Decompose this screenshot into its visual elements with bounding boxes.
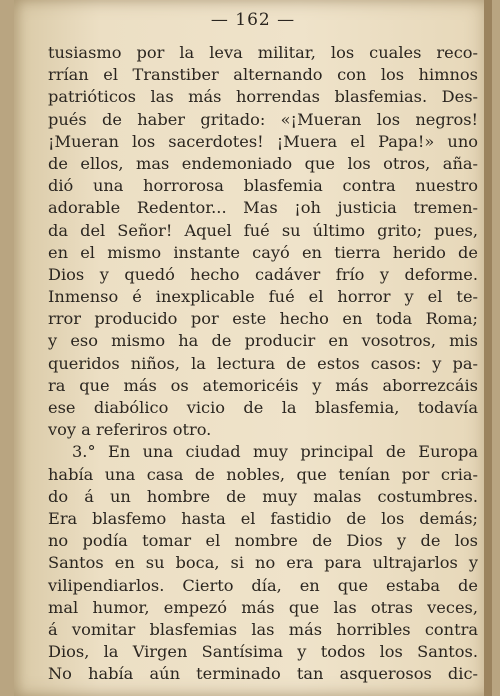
text-line: do á un hombre de muy malas costumbres. — [48, 486, 478, 506]
text-line: adorable Redentor... Mas ¡oh justicia tremen- — [48, 198, 478, 218]
text-line: ese diabólico vicio de la blasfemia, todavía — [48, 398, 478, 417]
text-line: en el mismo instante cayó en tierra herido de — [48, 242, 478, 262]
text-line: Dios y quedó hecho cadáver frío y deforme. — [48, 264, 478, 284]
text-line: tusiasmo por la leva militar, los cuales reco- — [48, 43, 478, 62]
text-line: y eso mismo ha de producir en vosotros, mis — [48, 331, 478, 351]
page-number: — 162 — — [210, 10, 296, 30]
text-line: Dios, la Virgen Santísima y todos los Santos. — [48, 642, 478, 662]
text-line: Inmenso é inexplicable fué el horror y el te- — [48, 287, 478, 307]
text-line: da del Señor! Aquel fué su último grito; pues, — [48, 220, 478, 240]
text-line: queridos niños, la lectura de estos casos: y pa- — [48, 353, 478, 373]
page-edge-shadow — [484, 0, 492, 696]
text-line: rrían el Transtiber alternando con los himnos — [48, 65, 478, 85]
text-line: ra que más os atemoricéis y más aborrezcáis — [48, 375, 478, 395]
text-line: voy a referiros otro. — [48, 420, 212, 440]
text-line: de ellos, mas endemoniado que los otros, aña- — [48, 153, 478, 173]
body-text — [48, 42, 478, 685]
text-line: ¡Mueran los sacerdotes! ¡Muera el Papa!» uno — [48, 131, 478, 151]
text-line: patrióticos las más horrendas blasfemias. Des- — [48, 87, 478, 107]
text-line: Santos en su boca, si no era para ultrajarlos y — [48, 553, 478, 573]
text-line: pués de haber gritado: «¡Mueran los negros! — [48, 109, 478, 129]
text-line: no podía tomar el nombre de Dios y de los — [48, 531, 478, 551]
text-line: dió una horrorosa blasfemia contra nuestro — [48, 176, 478, 196]
text-line: No había aún terminado tan asquerosos dic- — [48, 664, 478, 684]
text-line: vilipendiarlos. Cierto día, en que estaba de — [48, 575, 478, 595]
text-line: rror producido por este hecho en toda Roma; — [48, 309, 478, 329]
text-line: á vomitar blasfemias las más horribles contra — [48, 619, 478, 639]
book-page — [14, 0, 492, 696]
text-line: mal humor, empezó más que las otras veces, — [48, 597, 478, 617]
text-line: 3.° En una ciudad muy principal de Europa — [72, 442, 478, 462]
text-line: Era blasfemo hasta el fastidio de los demás; — [48, 508, 478, 528]
text-line: había una casa de nobles, que tenían por cria- — [48, 464, 478, 484]
